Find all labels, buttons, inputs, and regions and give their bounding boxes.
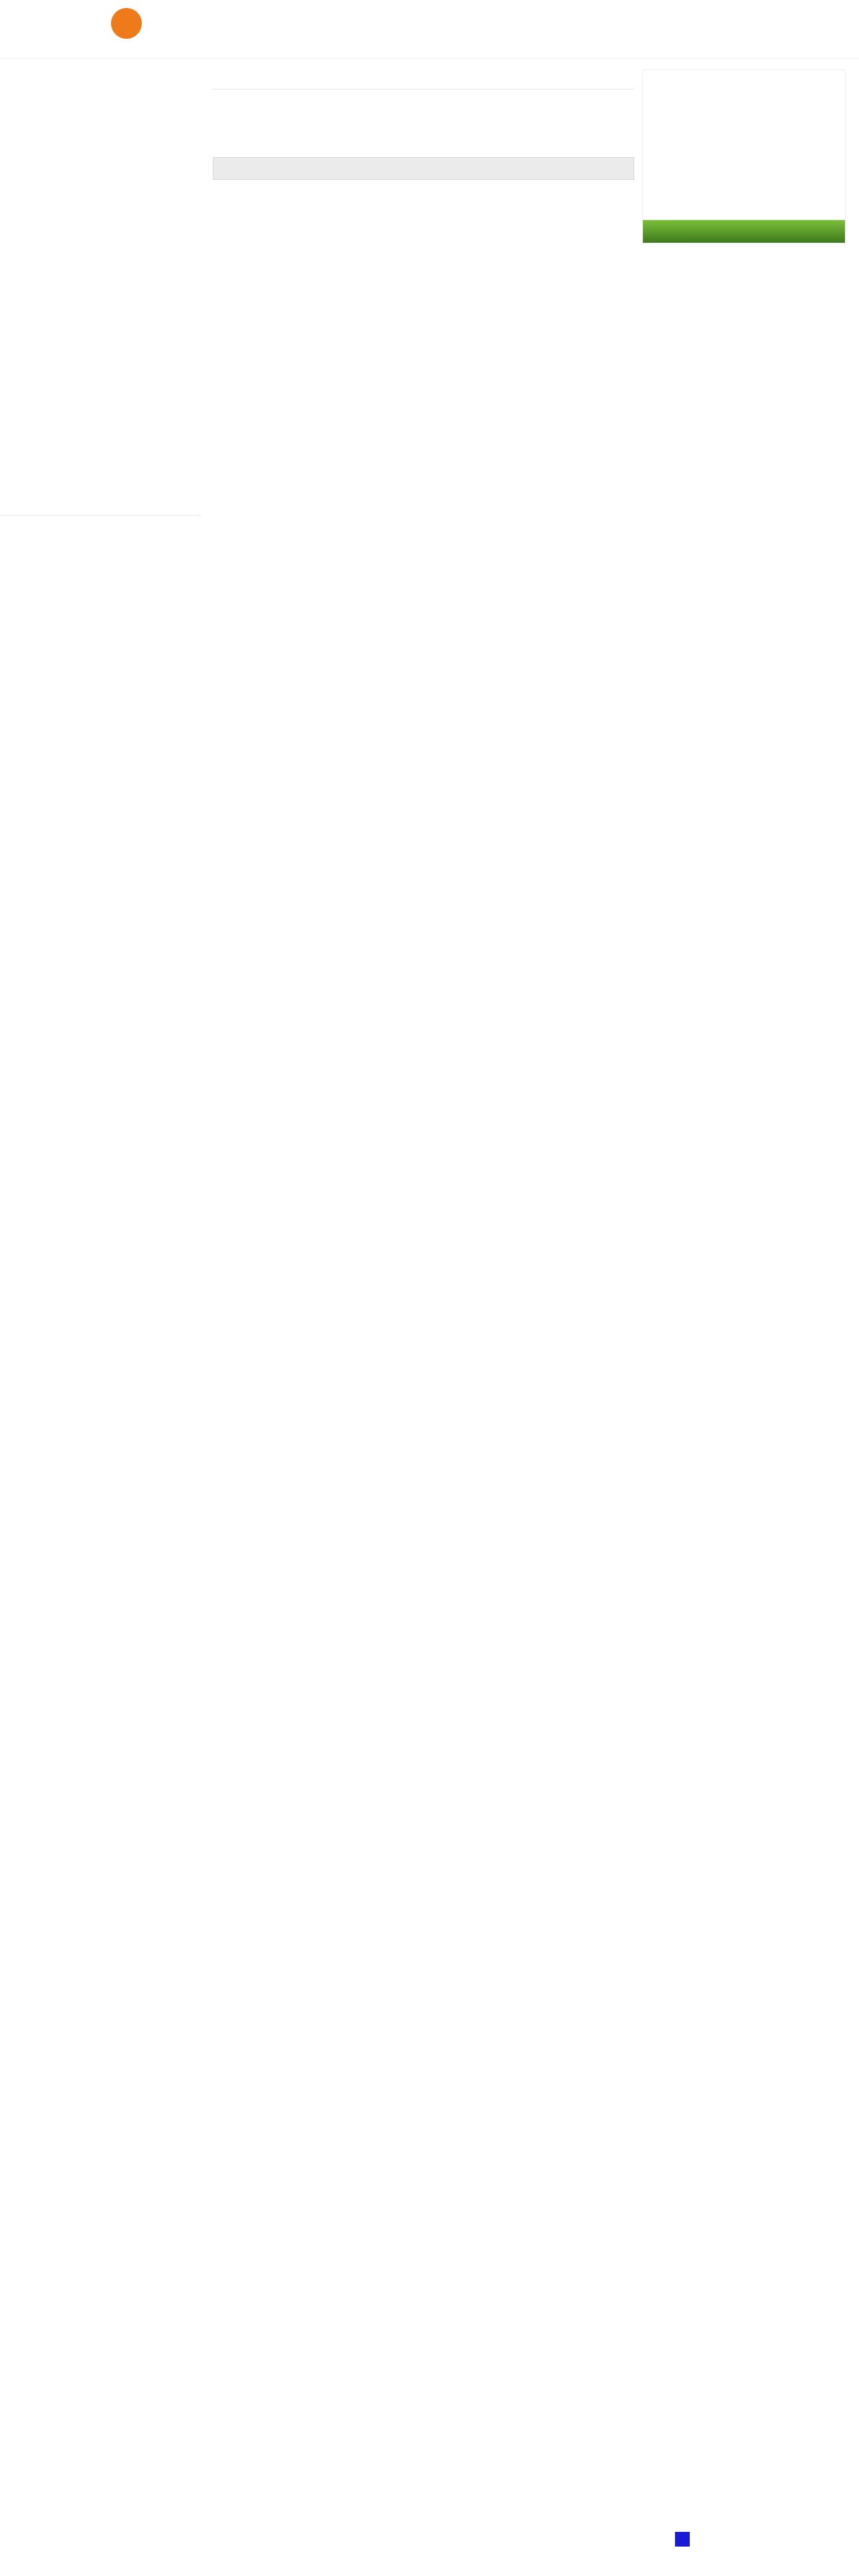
top-header [0, 0, 859, 41]
sidebar-divider [0, 515, 201, 516]
list-icon [552, 9, 599, 24]
nav-search[interactable] [404, 9, 451, 24]
nav-board-list[interactable] [552, 9, 599, 24]
welcome-notice [0, 43, 859, 59]
gear-icon [700, 9, 747, 24]
nav-settings[interactable] [700, 9, 747, 24]
post-list [213, 180, 634, 2507]
search-icon [404, 9, 451, 24]
site-logo[interactable] [111, 8, 142, 39]
thread-meta [213, 91, 634, 98]
close-x-button[interactable] [675, 2532, 690, 2547]
nav-discover[interactable] [252, 9, 299, 24]
left-sidebar [0, 114, 201, 116]
thread-full-warning [213, 157, 634, 180]
right-sidebar [642, 67, 856, 243]
discover-icon [252, 9, 299, 24]
pager [213, 122, 634, 133]
breadcrumb [213, 75, 634, 90]
thread-main [213, 75, 634, 2507]
ad-banner[interactable] [642, 70, 846, 243]
ad-grass-graphic [643, 220, 846, 243]
